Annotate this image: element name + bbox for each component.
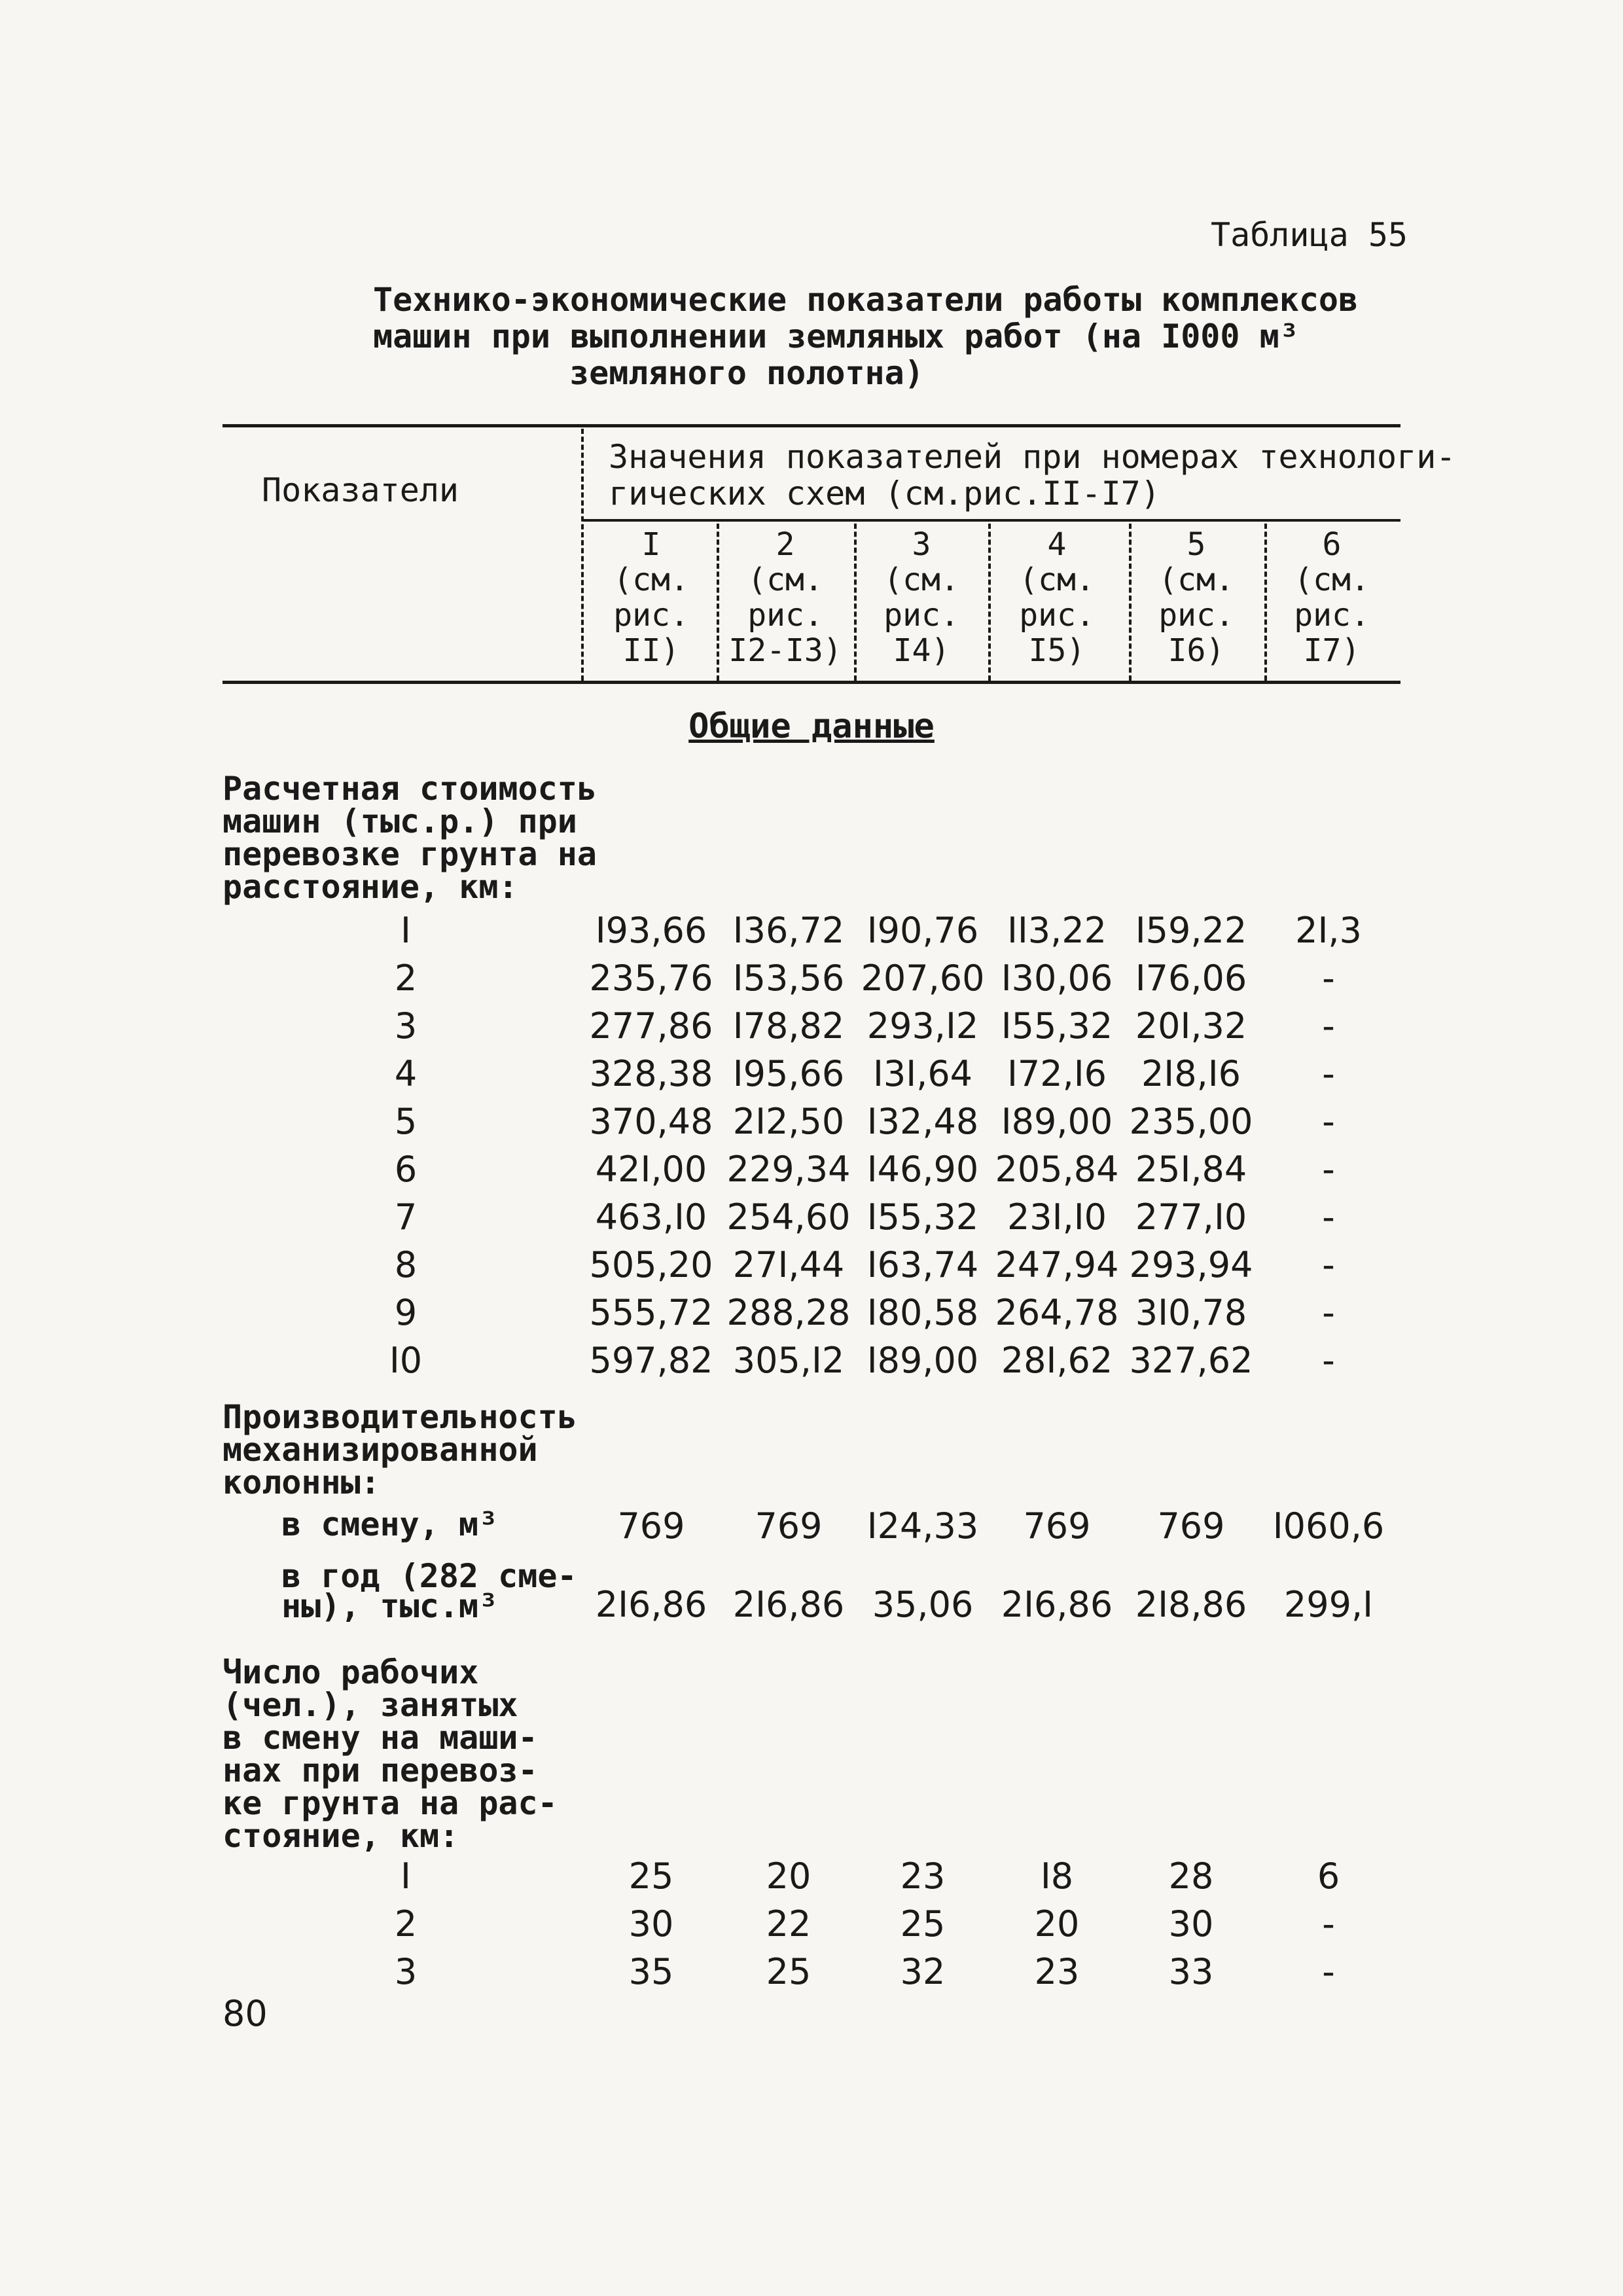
distance-cell: 9 <box>394 1292 418 1333</box>
cell: 2I6,86 <box>595 1584 707 1625</box>
column-ref: рис. <box>1294 597 1370 634</box>
column-header-2 <box>720 527 851 684</box>
table-caption <box>373 281 1358 391</box>
label-line: расстояние, км: <box>223 868 518 906</box>
label-line: механизированной <box>223 1431 538 1469</box>
cell: 288,28 <box>726 1292 851 1333</box>
cell: 299,I <box>1283 1584 1374 1625</box>
cell: - <box>1322 1292 1335 1333</box>
label-line: ке грунта на рас- <box>223 1784 558 1822</box>
cell: I46,90 <box>866 1149 979 1190</box>
distance-cell: 3 <box>394 1005 418 1047</box>
cell: - <box>1322 1196 1335 1238</box>
col-separator <box>988 524 991 681</box>
cell: 28 <box>1168 1856 1214 1897</box>
label-line: в год (282 сме- <box>281 1557 577 1595</box>
cell: - <box>1322 1340 1335 1381</box>
cell: I93,66 <box>595 910 707 951</box>
table-row <box>0 1196 1623 1236</box>
cell: 293,94 <box>1129 1244 1253 1285</box>
column-ref: II) <box>622 632 680 669</box>
cell: 25 <box>900 1903 946 1945</box>
cell: - <box>1322 1244 1335 1285</box>
distance-cell: I <box>401 1856 411 1897</box>
distance-cell: 6 <box>394 1149 418 1190</box>
productivity-group-label <box>223 1398 577 1501</box>
table-row <box>0 910 1623 949</box>
column-ref: (см. <box>1294 562 1370 598</box>
cell: - <box>1322 1903 1335 1945</box>
cell: I76,06 <box>1135 958 1247 999</box>
cell: I89,00 <box>866 1340 979 1381</box>
per-year-row <box>0 1584 1623 1623</box>
column-number: 2 <box>776 526 795 563</box>
cell: 769 <box>1023 1505 1091 1547</box>
cell: 769 <box>617 1505 685 1547</box>
cell: - <box>1322 958 1335 999</box>
cell: - <box>1322 1053 1335 1094</box>
header-values-line-1: Значения показателей при номерах технологи- <box>609 438 1456 476</box>
distance-cell: 4 <box>394 1053 418 1094</box>
workers-group-label <box>223 1653 558 1855</box>
label-line: машин (тыс.р.) при <box>223 802 577 840</box>
cell: I30,06 <box>1001 958 1113 999</box>
caption-line-3: земляного полотна) <box>569 354 924 392</box>
cell: 23 <box>900 1856 946 1897</box>
per-shift-row <box>0 1505 1623 1545</box>
cell: 277,86 <box>589 1005 713 1047</box>
cell: I3I,64 <box>872 1053 973 1094</box>
per-shift-label: в смену, м³ <box>281 1505 499 1543</box>
label-line: стояние, км: <box>223 1817 459 1855</box>
table-row <box>0 1856 1623 1895</box>
header-mid-rule <box>582 519 1400 522</box>
section-title: Общие данные <box>688 707 935 746</box>
column-ref: (см. <box>1019 562 1095 598</box>
cell: 205,84 <box>995 1149 1119 1190</box>
cell: 25 <box>766 1951 812 1992</box>
distance-cell: 3 <box>394 1951 418 1992</box>
cell: 25 <box>628 1856 674 1897</box>
label-line: Число рабочих <box>223 1653 479 1691</box>
table-row <box>0 958 1623 997</box>
cell: I89,00 <box>1001 1101 1113 1142</box>
cell: I55,32 <box>1001 1005 1113 1047</box>
cell: I63,74 <box>866 1244 979 1285</box>
table-number: Таблица 55 <box>1211 216 1408 254</box>
header-values <box>609 439 1455 512</box>
col-separator <box>717 524 719 681</box>
cell: 35,06 <box>872 1584 974 1625</box>
table-row <box>0 1951 1623 1990</box>
cell: 769 <box>1157 1505 1225 1547</box>
cell: 505,20 <box>589 1244 713 1285</box>
cost-group-label <box>223 770 597 906</box>
distance-cell: 2 <box>394 1903 418 1945</box>
caption-line-2: машин при выполнении земляных работ (на I000 м³ <box>373 317 1299 355</box>
column-ref: (см. <box>747 562 823 598</box>
column-header-1 <box>586 527 717 684</box>
cell: 277,I0 <box>1135 1196 1247 1238</box>
cell: 42I,00 <box>595 1149 707 1190</box>
header-values-line-2: гических схем (см.рис.II-I7) <box>609 475 1160 512</box>
cell: 20 <box>1034 1903 1080 1945</box>
cell: 247,94 <box>995 1244 1119 1285</box>
column-number: I <box>641 526 661 563</box>
cell: 2I2,50 <box>732 1101 845 1142</box>
distance-cell: 7 <box>394 1196 418 1238</box>
table-row <box>0 1053 1623 1092</box>
cell: 32 <box>900 1951 946 1992</box>
column-ref: рис. <box>747 597 823 634</box>
cell: I8 <box>1040 1856 1074 1897</box>
cell: I24,33 <box>866 1505 979 1547</box>
page-number: 80 <box>223 1993 268 2034</box>
column-number: 3 <box>912 526 931 563</box>
column-ref: (см. <box>613 562 689 598</box>
cell: - <box>1322 1951 1335 1992</box>
column-header-3 <box>856 527 987 684</box>
cell: 2I8,I6 <box>1141 1053 1241 1094</box>
cell: I36,72 <box>732 910 845 951</box>
caption-line-1: Технико-экономические показатели работы комплексов <box>373 281 1359 319</box>
cell: 207,60 <box>861 958 985 999</box>
cell: 463,I0 <box>595 1196 707 1238</box>
column-ref: I7) <box>1303 632 1361 669</box>
cell: 3I0,78 <box>1135 1292 1247 1333</box>
cell: I95,66 <box>732 1053 845 1094</box>
column-header-6 <box>1266 527 1397 684</box>
cell: 2I6,86 <box>732 1584 845 1625</box>
table-top-rule <box>223 424 1400 427</box>
cell: I59,22 <box>1135 910 1247 951</box>
column-ref: I4) <box>893 632 950 669</box>
cell: I78,82 <box>732 1005 845 1047</box>
col-separator <box>581 429 584 681</box>
table-row <box>0 1149 1623 1188</box>
cell: 264,78 <box>995 1292 1119 1333</box>
column-number: 5 <box>1186 526 1206 563</box>
header-indicators: Показатели <box>262 471 459 509</box>
cell: 328,38 <box>589 1053 713 1094</box>
column-ref: (см. <box>883 562 959 598</box>
label-line: перевозке грунта на <box>223 835 597 873</box>
cell: 23 <box>1034 1951 1080 1992</box>
label-line: (чел.), занятых <box>223 1686 518 1724</box>
cell: 305,I2 <box>732 1340 845 1381</box>
distance-cell: I <box>401 910 411 951</box>
column-ref: рис. <box>613 597 689 634</box>
cell: 370,48 <box>589 1101 713 1142</box>
cell: 229,34 <box>726 1149 851 1190</box>
label-line: ны), тыс.м³ <box>281 1587 499 1625</box>
distance-cell: 5 <box>394 1101 418 1142</box>
cell: 235,00 <box>1129 1101 1253 1142</box>
column-number: 4 <box>1047 526 1067 563</box>
cell: 769 <box>755 1505 823 1547</box>
cell: 235,76 <box>589 958 713 999</box>
column-header-4 <box>991 527 1122 684</box>
cell: 22 <box>766 1903 812 1945</box>
column-ref: (см. <box>1158 562 1234 598</box>
cell: 327,62 <box>1129 1340 1253 1381</box>
label-line: колонны: <box>223 1463 380 1501</box>
cell: - <box>1322 1005 1335 1047</box>
cell: 555,72 <box>589 1292 713 1333</box>
cell: 23I,I0 <box>1007 1196 1107 1238</box>
cell: 35 <box>628 1951 674 1992</box>
cell: I55,32 <box>866 1196 979 1238</box>
table-row <box>0 1903 1623 1943</box>
cell: I90,76 <box>866 910 979 951</box>
column-ref: рис. <box>1158 597 1234 634</box>
cell: 2I6,86 <box>1001 1584 1113 1625</box>
cell: 254,60 <box>726 1196 851 1238</box>
cell: I32,48 <box>866 1101 979 1142</box>
column-ref: рис. <box>883 597 959 634</box>
table-row <box>0 1292 1623 1331</box>
distance-cell: 8 <box>394 1244 418 1285</box>
column-ref: I2-I3) <box>728 632 842 669</box>
cell: - <box>1322 1149 1335 1190</box>
label-line: Расчетная стоимость <box>223 770 597 808</box>
cell: 2I,3 <box>1295 910 1362 951</box>
column-ref: I6) <box>1168 632 1225 669</box>
table-row <box>0 1101 1623 1140</box>
cell: I80,58 <box>866 1292 979 1333</box>
label-line: Производительность <box>223 1398 577 1436</box>
cell: 27I,44 <box>732 1244 845 1285</box>
cell: 6 <box>1317 1856 1340 1897</box>
cell: 293,I2 <box>866 1005 979 1047</box>
cell: 30 <box>628 1903 674 1945</box>
cell: 20I,32 <box>1135 1005 1247 1047</box>
cell: I72,I6 <box>1007 1053 1107 1094</box>
column-ref: I5) <box>1028 632 1086 669</box>
cell: 33 <box>1168 1951 1214 1992</box>
cell: 30 <box>1168 1903 1214 1945</box>
cell: - <box>1322 1101 1335 1142</box>
cell: 28I,62 <box>1001 1340 1113 1381</box>
cell: 20 <box>766 1856 812 1897</box>
cell: 597,82 <box>589 1340 713 1381</box>
cell: II3,22 <box>1007 910 1107 951</box>
cell: I060,6 <box>1272 1505 1385 1547</box>
distance-cell: I0 <box>389 1340 423 1381</box>
cell: I53,56 <box>732 958 845 999</box>
column-header-5 <box>1131 527 1262 684</box>
table-row <box>0 1244 1623 1283</box>
table-row <box>0 1005 1623 1045</box>
table-row <box>0 1340 1623 1379</box>
cell: 2I8,86 <box>1135 1584 1247 1625</box>
column-ref: рис. <box>1019 597 1095 634</box>
distance-cell: 2 <box>394 958 418 999</box>
label-line: в смену на маши- <box>223 1719 538 1757</box>
label-line: нах при перевоз- <box>223 1751 538 1789</box>
cell: 25I,84 <box>1135 1149 1247 1190</box>
column-number: 6 <box>1322 526 1342 563</box>
